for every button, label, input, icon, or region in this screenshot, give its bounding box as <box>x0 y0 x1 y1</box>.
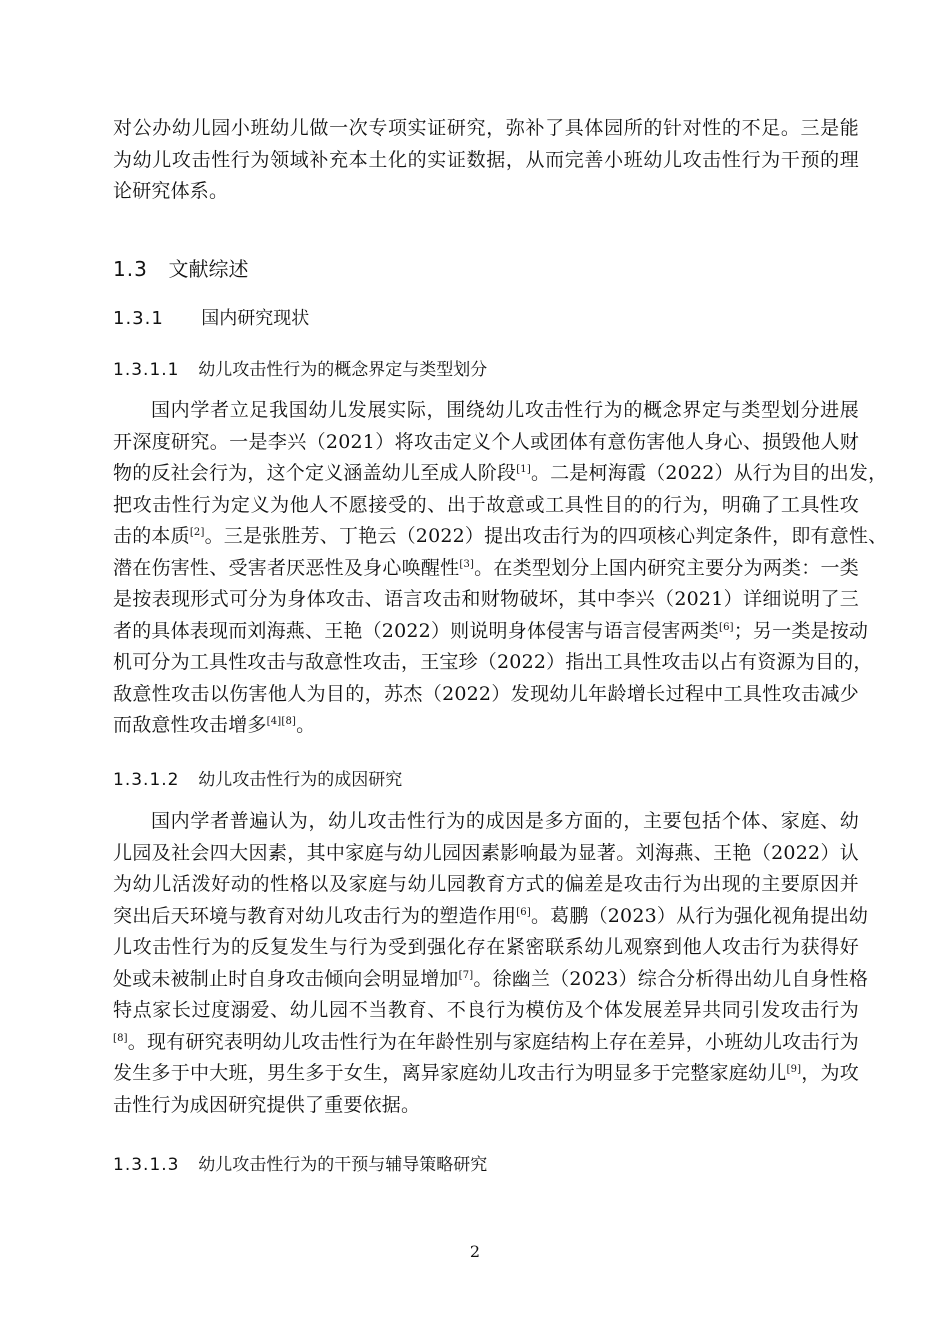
text-line <box>113 395 859 427</box>
section-title: 幼儿攻击性行为的成因研究 <box>198 770 403 790</box>
line-text: 国内学者普遍认为，幼儿攻击性行为的成因是多方面的，主要包括个体、家庭、幼 <box>151 810 859 832</box>
section-title: 国内研究现状 <box>201 308 310 329</box>
line-text: 物的反社会行为，这个定义涵盖幼儿至成人阶段 <box>113 462 517 484</box>
line-text: 儿攻击性行为的反复发生与行为受到强化存在紧密联系幼儿观察到他人攻击行为获得好 <box>113 936 859 958</box>
line-text: 把攻击性行为定义为他人不愿接受的、出于故意或工具性目的的行为，明确了工具性攻 <box>113 493 859 516</box>
section-number: 1.3.1 <box>113 308 164 329</box>
text-line <box>113 995 859 1027</box>
line-text: 开深度研究。一是李兴（2021）将攻击定义个人或团体有意伤害他人身心、损毁他人财 <box>113 430 859 453</box>
line-text: 。在类型划分上国内研究主要分为两类：一类 <box>474 556 859 579</box>
text-line <box>113 679 859 711</box>
text-line <box>113 521 888 553</box>
text-line <box>113 458 888 490</box>
citation-reference: [2] <box>189 527 205 538</box>
line-text: 处或未被制止时自身攻击倾向会明显增加 <box>113 967 459 990</box>
text-line <box>113 584 859 616</box>
section-number: 1.3.1.1 <box>113 360 180 380</box>
text-line <box>113 616 869 648</box>
text-line: 为幼儿攻击性行为领域补充本土化的实证数据，从而完善小班幼儿攻击性行为干预的理 <box>113 148 859 171</box>
text-line <box>113 1058 859 1090</box>
line-text: ，为攻 <box>801 1062 859 1084</box>
text-line <box>113 647 873 679</box>
citation-reference: [7] <box>458 969 474 981</box>
text-line <box>113 838 859 870</box>
page-number: 2 <box>469 1242 481 1261</box>
section-title: 幼儿攻击性行为的概念界定与类型划分 <box>198 360 488 380</box>
line-text: 国内学者立足我国幼儿发展实际，围绕幼儿攻击性行为的概念界定与类型划分进展 <box>151 399 859 421</box>
text-line <box>113 901 869 933</box>
citation-reference: [1] <box>516 464 531 475</box>
line-text: 发生多于中大班，男生多于女生，离异家庭幼儿攻击行为明显多于完整家庭幼儿 <box>113 1062 787 1084</box>
section-number: 1.3 <box>113 257 148 281</box>
line-text: 。葛鹏（2023）从行为强化视角提出幼 <box>530 904 869 927</box>
text-line <box>113 806 859 838</box>
text-line: 论研究体系。 <box>113 180 229 202</box>
line-text: 敌意性攻击以伤害他人为目的，苏杰（2022）发现幼儿年龄增长过程中工具性攻击减少 <box>113 682 859 705</box>
line-text: 是按表现形式可分为身体攻击、语言攻击和财物破坏，其中李兴（2021）详细说明了三 <box>113 588 859 610</box>
section-heading-1-3-1 <box>113 304 309 330</box>
text-line <box>113 1027 859 1059</box>
section-number: 1.3.1.3 <box>113 1155 180 1175</box>
line-text: 机可分为工具性攻击与敌意性攻击，王宝珍（2022）指出工具性攻击以占有资源为目的， <box>113 651 873 673</box>
line-text: 。二是柯海霞（2022）从行为目的出发， <box>530 462 888 484</box>
section-title: 文献综述 <box>168 257 249 281</box>
section-heading-1-3 <box>113 253 249 282</box>
line-text: 潜在伤害性、受害者厌恶性及身心唤醒性 <box>113 556 460 579</box>
line-text: 而敌意性攻击增多 <box>113 714 267 736</box>
citation-reference: [6] <box>718 621 734 633</box>
line-text: 。三是张胜芳、丁艳云（2022）提出攻击行为的四项核心判定条件，即有意性、 <box>204 525 888 547</box>
line-text: 突出后天环境与教育对幼儿攻击行为的塑造作用 <box>113 904 517 927</box>
citation-reference: [3] <box>459 558 475 570</box>
text-line <box>113 553 859 585</box>
line-text: 者的具体表现而刘海燕、王艳（2022）则说明身体侵害与语言侵害两类 <box>113 619 719 642</box>
text-line <box>113 869 859 901</box>
line-text: 击的本质 <box>113 525 190 547</box>
line-text: 。徐幽兰（2023）综合分析得出幼儿自身性格 <box>473 967 869 990</box>
intro-paragraph <box>113 113 859 208</box>
line-text: 特点家长过度溺爱、幼儿园不当教育、不良行为模仿及个体发展差异共同引发攻击行为 <box>113 999 859 1021</box>
text-line: 对公办幼儿园小班幼儿做一次专项实证研究，弥补了具体园所的针对性的不足。三是能 <box>113 117 859 139</box>
line-text: ；另一类是按动 <box>733 619 869 642</box>
section-title: 幼儿攻击性行为的干预与辅导策略研究 <box>198 1155 488 1175</box>
text-line <box>113 710 859 742</box>
text-line <box>113 490 859 522</box>
line-text: 。现有研究表明幼儿攻击性行为在年龄性别与家庭结构上存在差异，小班幼儿攻击行为 <box>127 1030 859 1053</box>
text-line <box>113 427 859 459</box>
line-text: 儿园及社会四大因素，其中家庭与幼儿园因素影响最为显著。刘海燕、王艳（2022）认 <box>113 841 859 864</box>
citation-reference: [4][8] <box>266 716 297 727</box>
line-text: 。 <box>296 714 316 736</box>
citation-reference: [6] <box>516 906 531 918</box>
paragraph-concept-definition <box>113 395 888 742</box>
section-heading-1-3-1-1 <box>113 355 487 380</box>
section-number: 1.3.1.2 <box>113 770 180 790</box>
section-heading-1-3-1-3 <box>113 1150 487 1175</box>
citation-reference: [8] <box>113 1032 128 1044</box>
line-text: 击性行为成因研究提供了重要依据。 <box>113 1093 421 1116</box>
text-line <box>113 964 869 996</box>
text-line <box>113 1090 859 1122</box>
section-heading-1-3-1-2 <box>113 765 402 790</box>
line-text: 为幼儿活泼好动的性格以及家庭与幼儿园教育方式的偏差是攻击行为出现的主要原因并 <box>113 873 859 895</box>
citation-reference: [9] <box>786 1064 802 1075</box>
paragraph-causes <box>113 806 869 1121</box>
text-line <box>113 932 859 964</box>
